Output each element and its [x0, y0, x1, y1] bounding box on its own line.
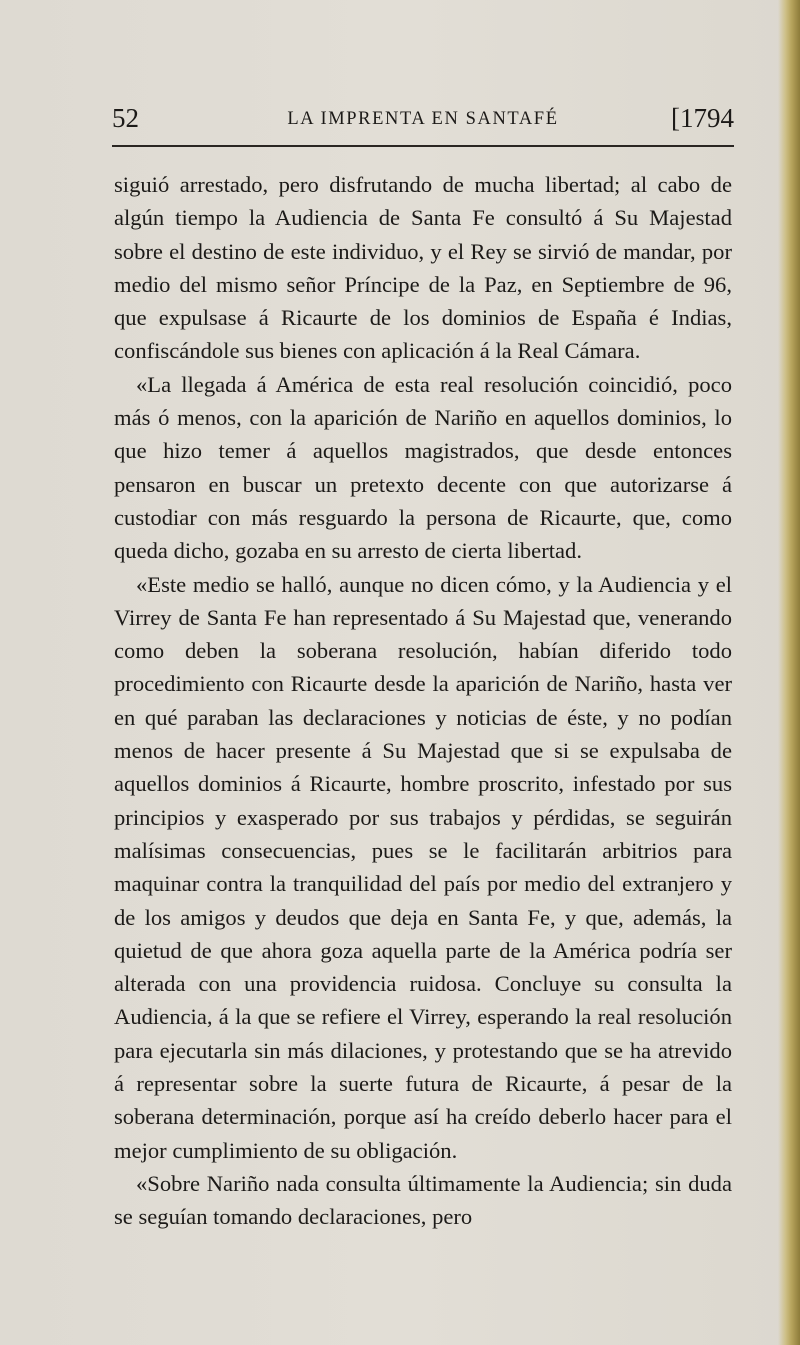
header-rule: [112, 145, 734, 147]
body-text: [114, 168, 732, 1234]
running-title: LA IMPRENTA EN SANTAFÉ: [287, 109, 559, 129]
running-head: [112, 100, 734, 136]
running-year: [1794: [671, 103, 734, 133]
page-number: 52: [112, 103, 139, 133]
paragraph: «Este medio se halló, aunque no dicen cómo, y la Audiencia y el Virrey de Santa Fe han representado á Su Majestad que, venerando como deben la soberana resolución, habían diferido todo procedimiento con Ricaurte desde la aparición de Nariño, hasta ver en qué paraban las declaraciones y noticias de éste, y no podían menos de hacer presente á Su Majestad que si se expulsaba de aquellos dominios á Ricaurte, hombre proscrito, infestado por sus principios y exasperado por sus trabajos y pérdidas, se seguirán malísimas consecuencias, pues se le facilitarán arbitrios para maquinar contra la tranquilidad del país por medio del extranjero y de los amigos y deudos que deja en Santa Fe, y que, además, la quietud de que ahora goza aquella parte de la América podría ser alterada con una providencia ruidosa. Concluye su consulta la Audiencia, á la que se refiere el Virrey, esperando la real resolución para ejecutarla sin más dilaciones, y protestando que se ha atrevido á representar sobre la suerte futura de Ricaurte, á pesar de la soberana determinación, porque así ha creído deberlo hacer para el mejor cumplimiento de su obligación.: [114, 571, 732, 1163]
page-edge-shadow: [778, 0, 800, 1345]
paragraph: siguió arrestado, pero disfrutando de mucha libertad; al cabo de algún tiempo la Audiencia de Santa Fe consultó á Su Majestad sobre el destino de este individuo, y el Rey se sirvió de mandar, por medio del mismo señor Príncipe de la Paz, en Septiembre de 96, que expulsase á Ricaurte de los dominios de España é Indias, confiscándole sus bienes con aplicación á la Real Cámara.: [114, 172, 732, 364]
paragraph: «La llegada á América de esta real resolución coincidió, poco más ó menos, con la aparición de Nariño en aquellos dominios, lo que hizo temer á aquellos magistrados, que desde entonces pensaron en buscar un pretexto decente con que autorizarse á custodiar con más resguardo la persona de Ricaurte, que, como queda dicho, gozaba en su arresto de cierta libertad.: [114, 371, 732, 564]
paragraph: «Sobre Nariño nada consulta últimamente la Audiencia; sin duda se seguían tomando declaraciones, pero: [114, 1170, 732, 1230]
